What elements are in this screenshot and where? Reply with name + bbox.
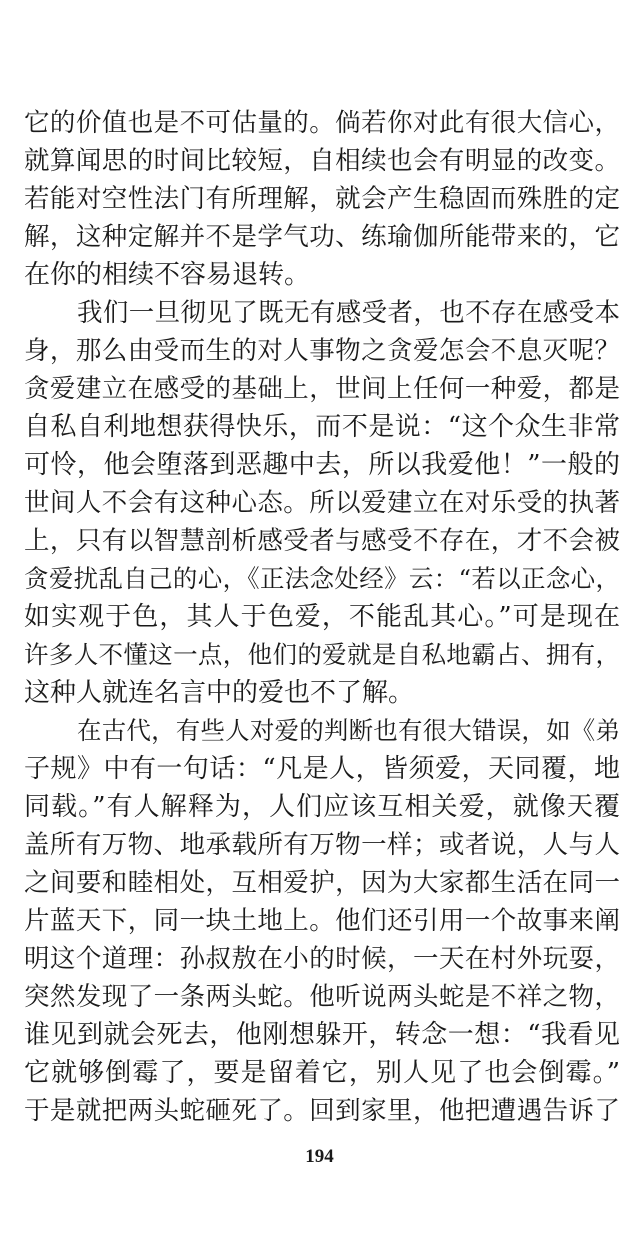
text-line: 在你的相续不容易退转。	[24, 260, 311, 290]
text-line: 突然发现了一条两头蛇。他听说两头蛇是不祥之物，	[24, 982, 620, 1012]
text-line: 贪爱建立在感受的基础上，世间上任何一种爱，都是	[24, 374, 620, 404]
text-line: 解，这种定解并不是学气功、练瑜伽所能带来的，它	[24, 222, 620, 252]
text-line: 如实观于色，其人于色爱，不能乱其心。”可是现在	[24, 602, 620, 632]
text-line: 这种人就连名言中的爱也不了解。	[24, 678, 415, 708]
text-line: 它就够倒霉了，要是留着它，别人见了也会倒霉。”	[24, 1058, 620, 1088]
text-line: 上，只有以智慧剖析感受者与感受不存在，才不会被	[24, 526, 620, 556]
text-line: 明这个道理：孙叔敖在小的时候，一天在村外玩耍，	[24, 944, 620, 974]
page-number: 194	[305, 1146, 334, 1167]
text-line: 子规》中有一句话：“凡是人，皆须爱，天同覆，地	[24, 754, 620, 784]
text-line: 片蓝天下，同一块土地上。他们还引用一个故事来阐	[24, 906, 620, 936]
paragraph-start-line: 我们一旦彻见了既无有感受者，也不存在感受本	[77, 298, 620, 328]
text-line: 盖所有万物、地承载所有万物一样；或者说，人与人	[24, 830, 620, 860]
text-line: 可怜，他会堕落到恶趣中去，所以我爱他！”一般的	[24, 450, 620, 480]
text-line: 同载。”有人解释为，人们应该互相关爱，就像天覆	[24, 792, 620, 822]
text-line: 许多人不懂这一点，他们的爱就是自私地霸占、拥有，	[24, 640, 620, 669]
text-line: 它的价值也是不可估量的。倘若你对此有很大信心，	[24, 108, 620, 138]
text-line: 之间要和睦相处，互相爱护，因为大家都生活在同一	[24, 868, 620, 898]
body-text	[24, 104, 620, 1130]
text-line: 贪爱扰乱自己的心，《正法念处经》云：“若以正念心，	[24, 564, 620, 593]
text-line: 身，那么由受而生的对人事物之贪爱怎会不息灭呢？	[24, 336, 620, 366]
paragraph-start-line: 在古代，有些人对爱的判断也有很大错误，如《弟	[77, 716, 620, 745]
text-line: 若能对空性法门有所理解，就会产生稳固而殊胜的定	[24, 184, 620, 214]
text-line: 就算闻思的时间比较短，自相续也会有明显的改变。	[24, 146, 620, 176]
text-line: 谁见到就会死去，他刚想躲开，转念一想：“我看见	[24, 1020, 620, 1050]
text-line: 世间人不会有这种心态。所以爱建立在对乐受的执著	[24, 488, 620, 518]
text-line: 于是就把两头蛇砸死了。回到家里，他把遭遇告诉了	[24, 1096, 620, 1126]
text-line: 自私自利地想获得快乐，而不是说：“这个众生非常	[24, 412, 620, 442]
